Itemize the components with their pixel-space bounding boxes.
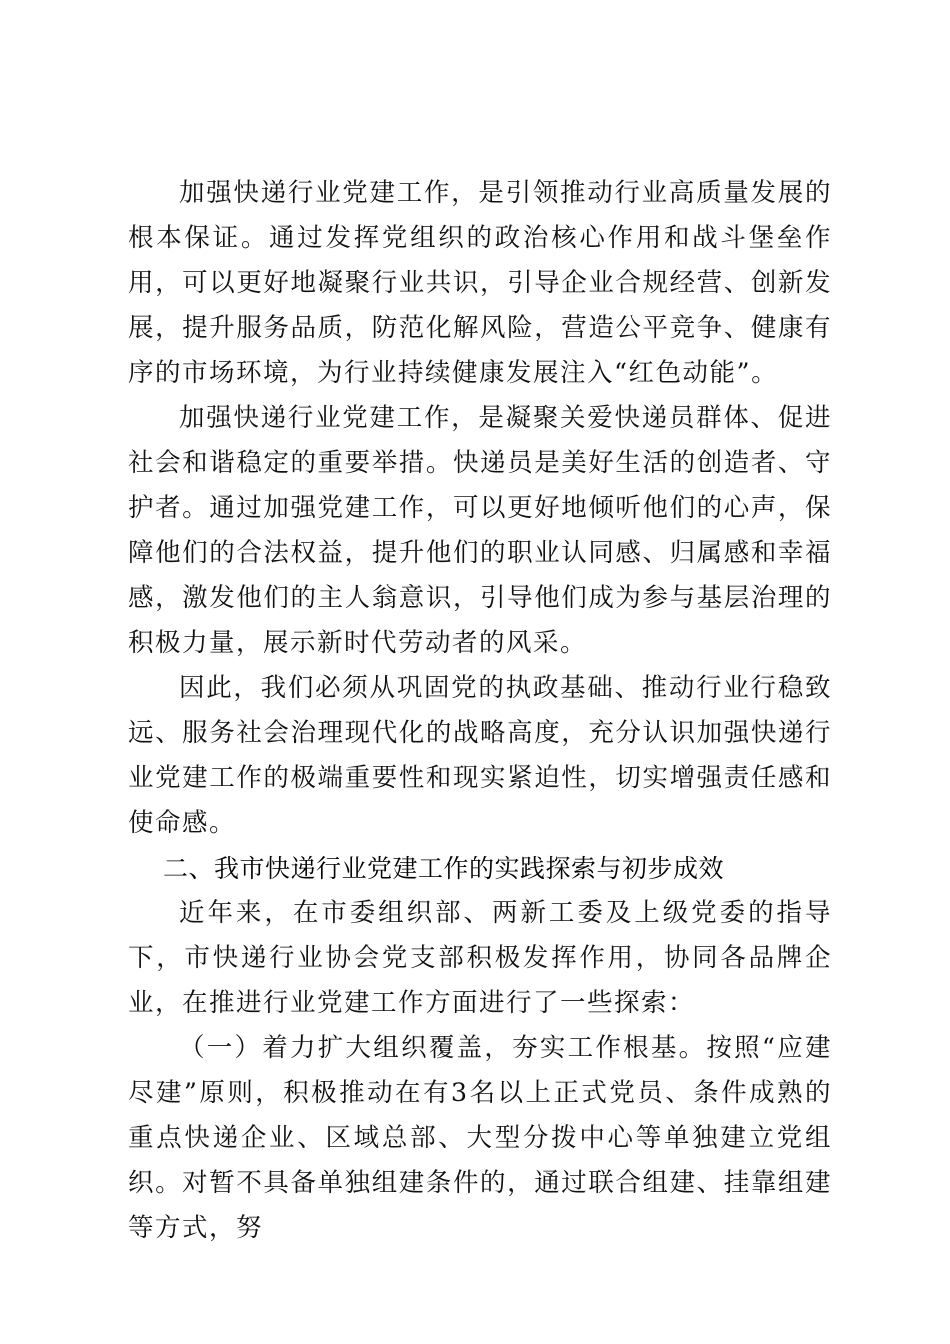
paragraph-recent-years: 近年来，在市委组织部、两新工委及上级党委的指导下，市快递行业协会党支部积极发挥作用，协同各品牌企业，在推进行业党建工作方面进行了一些探索： [128,898,832,1018]
paragraph-conclusion: 因此，我们必须从巩固党的执政基础、推动行业行稳致远、服务社会治理现代化的战略高度，充分认识加强快递行业党建工作的极端重要性和现实紧迫性，切实增强责任感和使命感。 [128,673,832,838]
paragraph-organization-coverage: （一）着力扩大组织覆盖，夯实工作根基。按照“应建尽建”原则，积极推动在有3名以上正式党员、条件成熟的重点快递企业、区域总部、大型分拨中心等单独建立党组织。对暂不具备单独组建条件的，通过联合组建、挂靠组建等方式，努 [128,1033,832,1243]
paragraph-courier-care: 加强快递行业党建工作，是凝聚关爱快递员群体、促进社会和谐稳定的重要举措。快递员是美好生活的创造者、守护者。通过加强党建工作，可以更好地倾听他们的心声，保障他们的合法权益，提升他们的职业认同感、归属感和幸福感，激发他们的主人翁意识，引导他们成为参与基层治理的积极力量，展示新时代劳动者的风采。 [128,403,832,658]
document-page [128,171,832,1251]
section-heading: 二、我市快递行业党建工作的实践探索与初步成效 [163,854,725,883]
paragraph-industry-development: 加强快递行业党建工作，是引领推动行业高质量发展的根本保证。通过发挥党组织的政治核心作用和战斗堡垒作用，可以更好地凝聚行业共识，引导企业合规经营、创新发展，提升服务品质，防范化解风险，营造公平竞争、健康有序的市场环境，为行业持续健康发展注入“红色动能”。 [128,178,832,388]
